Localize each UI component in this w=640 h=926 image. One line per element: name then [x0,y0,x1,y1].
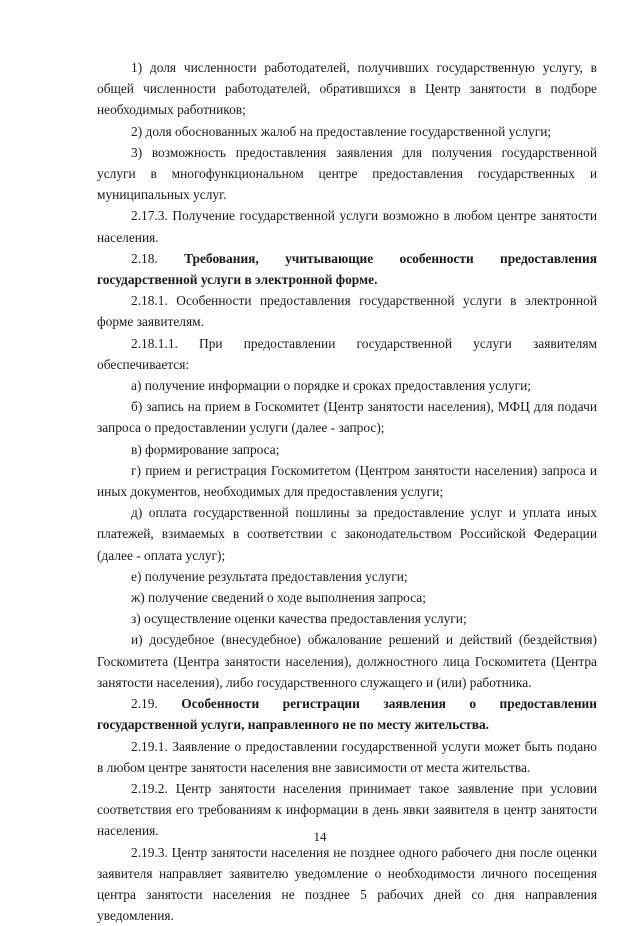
list-item-a: а) получение информации о порядке и сроках предоставления услуги; [131,378,532,394]
paragraph-2-19-1: 2.19.1. Заявление о предоставлении государственной услуги может быть подано в любом центре занятости населения вне зависимости от места жительства. [97,738,597,775]
paragraph-2-18-1-1: 2.18.1.1. При предоставлении государственной услуги заявителям обеспечивается: [97,335,597,372]
page-number: 14 [313,829,327,844]
paragraph-indicator-3: 3) возможность предоставления заявления для получения государственной услуги в многофункциональном центре предоставления государственных и муниципальных услуг. [97,144,597,203]
section-number: 2.19. [131,696,158,712]
list-item-z: з) осуществление оценки качества предоставления услуги; [131,611,467,627]
paragraph-indicator-2: 2) доля обоснованных жалоб на предоставление государственной услуги; [131,123,552,139]
list-item-e: е) получение результата предоставления услуги; [131,568,408,584]
list-item-b: б) запись на прием в Госкомитет (Центр занятости населения), МФЦ для подачи запроса о предоставлении услуги (далее - запрос); [97,399,597,436]
list-item-d: д) оплата государственной пошлины за предоставление услуг и уплата иных платежей, взимаемых в соответствии с законодательством Российской Федерации (далее - оплата услуг); [97,505,597,563]
section-title: Требования, учитывающие особенности предоставления государственной услуги в электронной форме. [97,250,597,288]
paragraph-2-17-3: 2.17.3. Получение государственной услуги возможно в любом центре занятости населения. [97,208,597,245]
paragraph-2-18-1: 2.18.1. Особенности предоставления государственной услуги в электронной форме заявителям. [97,293,597,330]
section-title: Особенности регистрации заявления о предоставлении государственной услуги, направленного не по месту жительства. [97,696,597,733]
document-body [97,57,597,926]
paragraph-2-19-3: 2.19.3. Центр занятости населения не позднее одного рабочего дня после оценки заявителя направляет заявителю уведомление о необходимости личного посещения центра занятости населения не позднее 5 рабочих дней со дня направления уведомления. [97,844,597,924]
paragraph-indicator-1: 1) доля численности работодателей, получивших государственную услугу, в общей численности работодателей, обратившихся в Центр занятости в подборе необходимых работников; [97,60,597,118]
list-item-i: и) досудебное (внесудебное) обжалование решений и действий (бездействия) Госкомитета (Центра занятости населения), должностного лица Госкомитета (Центра занятости населения), либо государственного служащего и (или) работника. [97,632,597,690]
paragraph-2-19-2: 2.19.2. Центр занятости населения принимает такое заявление при условии соответствия его требованиям к информации в день явки заявителя в центр занятости населения. [97,780,597,839]
section-heading-2-18 [97,248,597,290]
section-number: 2.18. [131,250,158,266]
list-item-v: в) формирование запроса; [131,441,280,457]
list-item-zh: ж) получение сведений о ходе выполнения запроса; [131,590,426,606]
list-item-g: г) прием и регистрация Госкомитетом (Центром занятости населения) запроса и иных документов, необходимых для предоставления услуги; [97,462,597,500]
section-heading-2-19 [97,693,597,735]
